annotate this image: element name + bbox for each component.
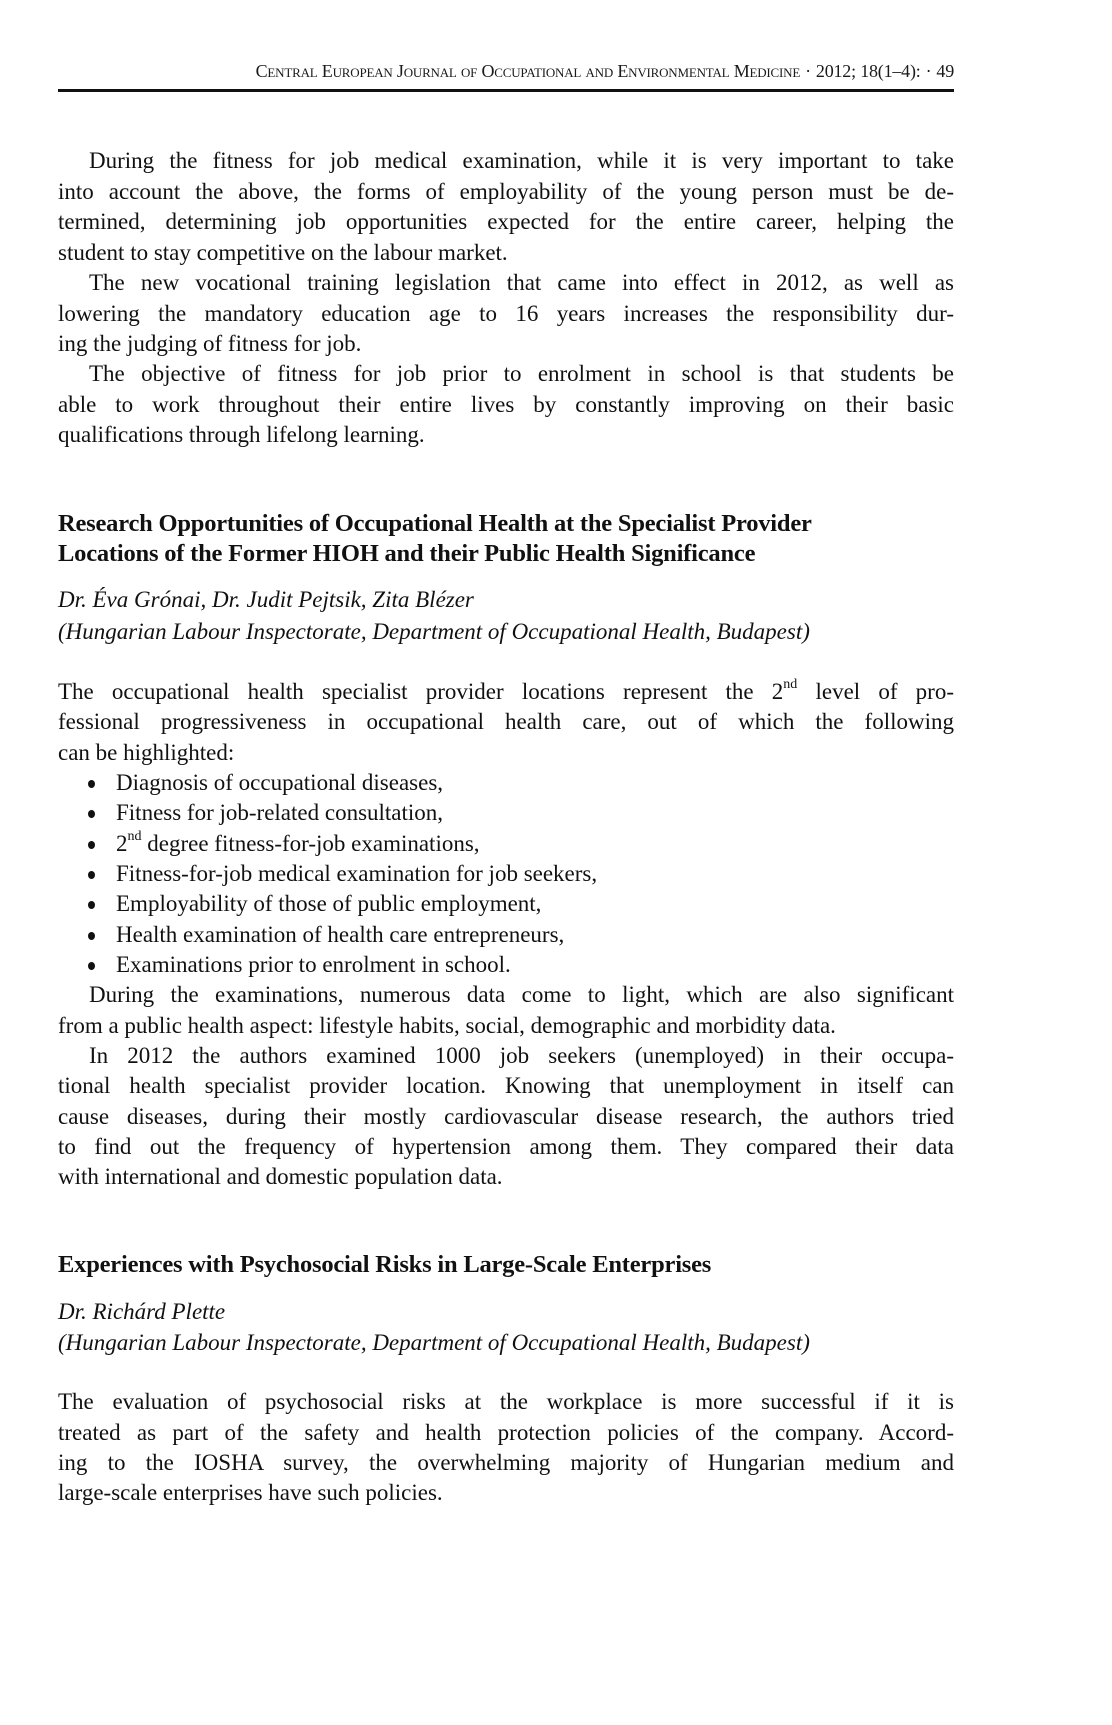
text-line: large-scale enterprises have such policies. [58, 1480, 443, 1505]
bullet-icon [88, 871, 95, 879]
text-line: In 2012 the authors examined 1000 job seekers (unemployed) in their occupa- [89, 1043, 954, 1068]
list-item-text: Fitness for job-related consultation, [116, 800, 444, 825]
text-line: lowering the mandatory education age to 16 years increases the responsibility dur- [58, 301, 954, 326]
text-run: degree fitness-for-job examinations, [141, 831, 480, 856]
running-header [256, 61, 954, 82]
text-line: with international and domestic population data. [58, 1164, 503, 1189]
bullet-icon [88, 841, 95, 849]
text-line: to find out the frequency of hypertension among them. They compared their data [58, 1134, 954, 1159]
article-title-line: Research Opportunities of Occupational Health at the Specialist Provider [58, 510, 812, 537]
article-title-line: Locations of the Former HIOH and their Public Health Significance [58, 540, 756, 567]
article-authors: Dr. Éva Grónai, Dr. Judit Pejtsik, Zita Blézer [58, 587, 474, 612]
header-rule [58, 89, 954, 92]
ordinal-suffix: nd [127, 829, 142, 845]
text-line: During the examinations, numerous data come to light, which are also significant [89, 982, 954, 1007]
page-number: 49 [936, 61, 954, 81]
text-line: ing to the IOSHA survey, the overwhelming majority of Hungarian medium and [58, 1450, 954, 1475]
bullet-icon [88, 901, 95, 909]
header-separator: · [805, 61, 811, 81]
ordinal-suffix: nd [783, 677, 798, 693]
bullet-icon [88, 932, 95, 940]
text-line: treated as part of the safety and health protection policies of the company. Accord- [58, 1420, 954, 1445]
text-line [58, 676, 954, 707]
issue-info: 2012; 18(1–4): [815, 61, 921, 81]
text-line: The new vocational training legislation that came into effect in 2012, as well as [89, 270, 954, 295]
text-line: qualifications through lifelong learning. [58, 422, 425, 447]
list-item-text: Diagnosis of occupational diseases, [116, 770, 444, 795]
text-line: from a public health aspect: lifestyle habits, social, demographic and morbidity data. [58, 1013, 836, 1038]
text-line: The objective of fitness for job prior to enrolment in school is that students be [89, 361, 954, 386]
text-line: The evaluation of psychosocial risks at the workplace is more successful if it is [58, 1389, 954, 1414]
article-affiliation: (Hungarian Labour Inspectorate, Department of Occupational Health, Budapest) [58, 619, 810, 644]
article-title: Experiences with Psychosocial Risks in Large-Scale Enterprises [58, 1251, 712, 1278]
text-line: fessional progressiveness in occupational health care, out of which the following [58, 709, 954, 734]
text-line: can be highlighted: [58, 740, 235, 765]
list-item-text: Fitness-for-job medical examination for job seekers, [116, 861, 598, 886]
text-run: 2 [116, 831, 128, 856]
text-line: cause diseases, during their mostly cardiovascular disease research, the authors tried [58, 1104, 954, 1129]
bullet-icon [88, 810, 95, 818]
bullet-icon [88, 780, 95, 788]
text-line: termined, determining job opportunities expected for the entire career, helping the [58, 209, 954, 234]
list-item-text: Employability of those of public employment, [116, 891, 542, 916]
text-line: student to stay competitive on the labour market. [58, 240, 508, 265]
bullet-icon [88, 962, 95, 970]
article-authors: Dr. Richárd Plette [58, 1299, 226, 1324]
text-run: level of pro- [797, 679, 954, 704]
text-line: into account the above, the forms of employability of the young person must be de- [58, 179, 954, 204]
journal-title: Central European Journal of Occupational and Environmental Medicine [255, 61, 801, 81]
list-item-text: Examinations prior to enrolment in school. [116, 952, 511, 977]
text-run: The occupational health specialist provider locations represent the 2 [58, 679, 784, 704]
text-line: tional health specialist provider location. Knowing that unemployment in itself can [58, 1073, 954, 1098]
text-line: able to work throughout their entire lives by constantly improving on their basic [58, 392, 954, 417]
text-line: ing the judging of fitness for job. [58, 331, 362, 356]
header-separator: · [925, 61, 932, 81]
text-line: During the fitness for job medical examination, while it is very important to take [89, 148, 954, 173]
list-item-text: Health examination of health care entrepreneurs, [116, 922, 565, 947]
article-affiliation: (Hungarian Labour Inspectorate, Department of Occupational Health, Budapest) [58, 1330, 810, 1355]
list-item-text [116, 828, 480, 859]
